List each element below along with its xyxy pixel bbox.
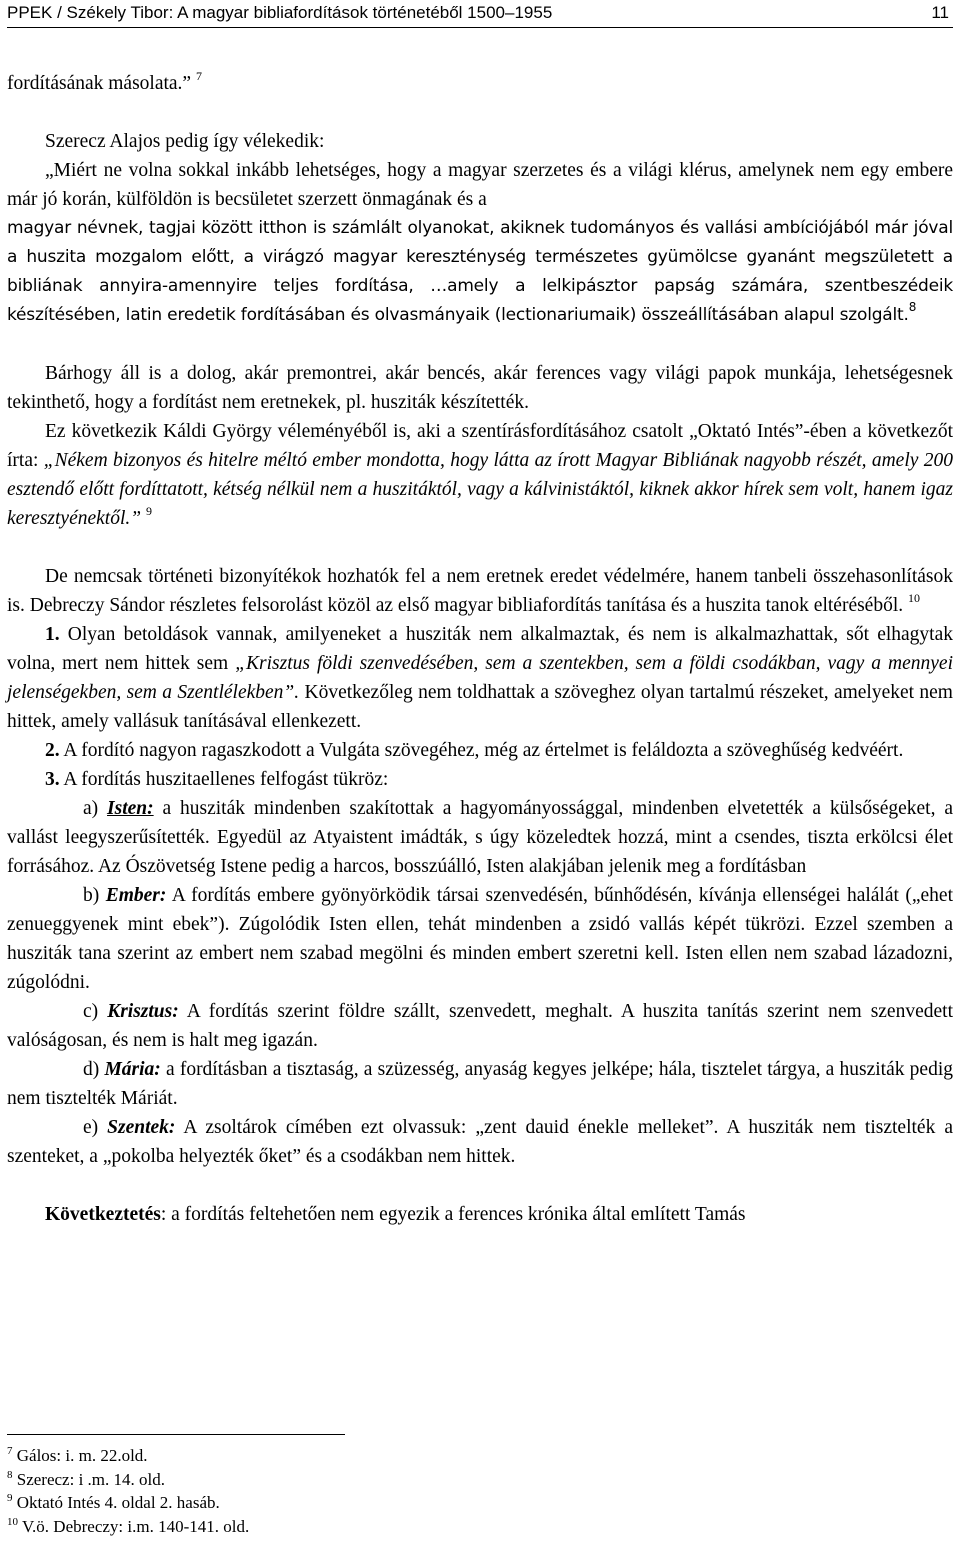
- paragraph-doctrinal: De nemcsak történeti bizonyítékok hozhatók fel a nem eretnek eredet védelmére, hanem tanbeli összehasonlítások is. Debreczy Sándor részletes felsorolást közöl az első magyar bibliafordítás tanítása és a huszita tanok eltéréséből. $^{10}$: [7, 566, 953, 616]
- kaldi-quote: „Nékem bizonyos és hitelre méltó ember mondotta, hogy látta az írott Magyar Bibliának nagyobb részét, amely 200 esztendő előtt fordíttatott, kétség nélkül nem a huszitáktól, vagy a kálvinistáktól, kiknek akkor hírek sem volt, hanem igaz keresztyénektől.”: [7, 450, 953, 529]
- body-text: [7, 69, 953, 1229]
- page-number: 11: [931, 3, 949, 22]
- footnote-rule: [7, 1434, 345, 1435]
- paragraph-kaldi: Ez következik Káldi György véleményéből is, aki a szentírásfordításához csatolt „Oktató Intés”-ében a következőt írta: „Nékem bizonyos és hitelre méltó ember mondotta, hogy látta az írott Magyar Bibliának nagyobb részét, amely 200 esztendő előtt fordíttatott, kétség nélkül nem a huszitáktól, vagy a kálvinistáktól, kiknek akkor hírek sem volt, hanem igaz keresztyénektől.” $^9$: [7, 421, 953, 529]
- footnote-ref[interactable]: 8: [908, 300, 917, 314]
- paragraph-quote-start: „Miért ne volna sokkal inkább lehetséges, hogy a magyar szerzetes és a világi klérus, amelynek nem egy embere már jó korán, külföldön is becsületet szerzett önmagának és a: [7, 160, 953, 210]
- footnote-ref[interactable]: 7: [195, 69, 202, 83]
- footnotes: [7, 1444, 249, 1538]
- running-header: [7, 2, 953, 24]
- sub-item-szentek: e) Szentek: A zsoltárok címében ezt olvassuk: „zent dauid énekle melleket”. A husziták nem tisztelték a szenteket, a „pokolba helyezték őket” és a csodákban nem hittek.: [7, 1117, 953, 1167]
- paragraph-intro-quote: Szerecz Alajos pedig így vélekedik:: [45, 131, 325, 152]
- sub-item-ember: b) Ember: A fordítás embere gyönyörködik társai szenvedésén, bűnhődésén, kívánja ellenségei halálát („ehet zenueggyenek mint ebek”). Zúgolódik Isten ellen, tehát mindenben a zsidó vallás képét tükrözi. Ezzel szemben a husziták tana szerint az embert nem szabad megölni és minden embert szeretni kell. Isten ellen nem szabad lázadozni, zúgolódni.: [7, 885, 953, 993]
- paragraph-conclusion: Bárhogy áll is a dolog, akár premontrei, akár bencés, akár ferences vagy világi papok munkája, lehetségesnek tekinthető, hogy a fordítást nem eretnekek, pl. husziták készítették.: [7, 363, 953, 413]
- footnote-8: $^8$ Szerecz: i .m. 14. old.: [7, 1468, 165, 1489]
- list-item-3: 3. A fordítás huszitaellenes felfogást tükröz:: [45, 769, 389, 790]
- list-item-1: 1. Olyan betoldások vannak, amilyeneket a husziták nem alkalmaztak, és nem is alkalmazhattak, sőt elhagytak volna, mert nem hittek sem „Krisztus földi szenvedésében, sem a szentekben, sem a földi csodákban, vagy a mennyei jelenségekben, sem a Szentlélekben”. Következőleg nem toldhattak a szöveghez olyan tartalmú részeket, amelyeket nem hittek, amely vallásuk tanításával ellenkezett.: [7, 624, 953, 732]
- footnote-ref[interactable]: 10: [908, 591, 921, 605]
- paragraph-kovetkeztetes: Következtetés: a fordítás feltehetően nem egyezik a ferences krónika által említett Tamás: [45, 1204, 746, 1225]
- list-item-2: 2. A fordító nagyon ragaszkodott a Vulgáta szövegéhez, még az értelmet is feláldozta a szöveghűség kedvéért.: [45, 740, 904, 761]
- sub-item-maria: d) Mária: a fordításban a tisztaság, a szüzesség, anyaság kegyes jelképe; hála, tisztelet tárgya, a husziták pedig nem tisztelték Máriát.: [7, 1059, 953, 1109]
- header-rule: [7, 27, 953, 28]
- footnote-ref[interactable]: 9: [145, 504, 152, 518]
- footnote-9: $^9$ Oktató Intés 4. oldal 2. hasáb.: [7, 1492, 220, 1512]
- paragraph-continuation: fordításának másolata.” $^7$: [7, 69, 202, 94]
- paragraph-quote-sans: magyar névnek, tagjai között itthon is számlált olyanokat, akiknek tudományos és vallási ambíciójából már jóval a huszita mozgalom előtt, a virágzó magyar kereszténység természetes gyümölcse gyanánt megszületett a bibliának annyira-amennyire teljes fordítása, …amely a lelkipásztor papság számára, szentbeszédeik készítésében, latin eredetik fordításában és olvasmányaik (lectionariumaik) összeállításában alapul szolgált.$^8$: [7, 218, 953, 325]
- footnote-10: $^{10}$ V.ö. Debreczy: i.m. 140-141. old.: [7, 1515, 250, 1536]
- header-title: PPEK / Székely Tibor: A magyar bibliafordítások történetéből 1500–1955: [7, 3, 553, 22]
- sub-item-krisztus: c) Krisztus: A fordítás szerint földre szállt, szenvedett, meghalt. A huszita tanítás szerint nem szenvedett valóságosan, és nem is halt meg igazán.: [7, 1001, 953, 1051]
- sub-item-isten: a) Isten: a husziták mindenben szakítottak a hagyományossággal, mindenben elvetették a külsőségeket, a vallást leegyszerűsítették. Egyedül az Atyaistent imádták, s úgy közeledtek hozzá, mint a csendes, tiszta erkölcsi élet forrásához. Az Ószövetség Istene pedig a harcos, bosszúálló, Isten alakjában jelenik meg a fordításban: [7, 798, 953, 877]
- footnote-7: $^7$ Gálos: i. m. 22.old.: [7, 1445, 148, 1465]
